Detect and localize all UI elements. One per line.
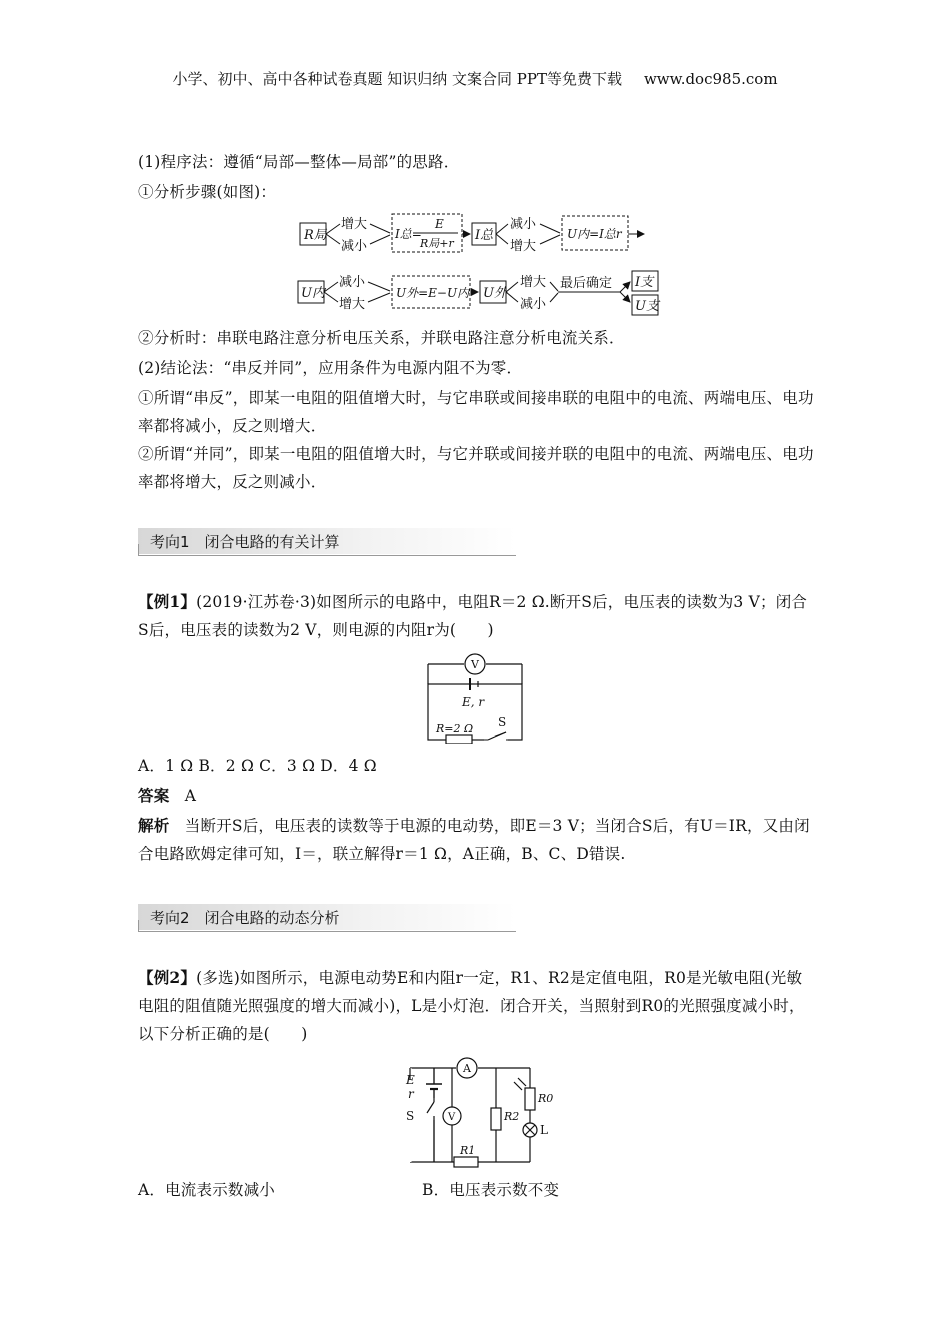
e1-source-label: E, r	[462, 695, 485, 709]
answer-label: 答案	[138, 786, 170, 805]
flow-u-branch: U支	[635, 299, 659, 314]
header-text: 小学、初中、高中各种试卷真题 知识归纳 文案合同 PPT等免费下载	[172, 70, 622, 88]
flow-inc-4: 增大	[520, 275, 547, 290]
method1-note: ②分析时：串联电路注意分析电压关系，并联电路注意分析电流关系．	[138, 329, 625, 347]
flow-i-total-num: E	[435, 217, 444, 231]
example2-option-b: B．电压表示数不变	[422, 1181, 560, 1199]
flow-i-branch: I支	[635, 275, 654, 290]
flow-u-inner-formula: U内=I总r	[567, 227, 622, 241]
section2-title: 考向2 闭合电路的动态分析	[150, 909, 340, 927]
example1-question	[138, 588, 814, 644]
analysis-label: 解析	[138, 816, 170, 835]
flow-i-total-lhs: I总=	[395, 227, 422, 241]
example2-tag: 【例2】	[138, 968, 197, 987]
example1-answer	[138, 782, 814, 810]
flow-inc-3: 增大	[339, 297, 366, 312]
r2-resistor-icon	[491, 1108, 501, 1130]
header-url: www.doc985.com	[643, 70, 778, 88]
e2-voltmeter-label: V	[448, 1112, 456, 1123]
example1-options: A．1 Ω B．2 Ω C．3 Ω D．4 Ω	[138, 757, 377, 775]
e2-switch-label: S	[406, 1109, 415, 1123]
flow-dec-1: 减小	[341, 239, 368, 254]
e1-voltmeter-label: V	[471, 658, 479, 671]
section1-title: 考向1 闭合电路的有关计算	[150, 533, 340, 551]
flow-i-total: I总	[475, 228, 494, 243]
flow-u-outer: U外	[483, 286, 507, 301]
example2-option-a: A．电流表示数减小	[138, 1181, 275, 1199]
method2-p2: ②所谓“并同”，即某一电阻的阻值增大时，与它并联或间接并联的电阻中的电流、两端电压、电功率都将增大，反之则减小．	[138, 445, 814, 491]
flow-inc-1: 增大	[341, 217, 368, 232]
page-header	[0, 68, 950, 89]
method2-p1: ①所谓“串反”，即某一电阻的阻值增大时，与它串联或间接串联的电阻中的电流、两端电压、电功率都将减小，反之则增大．	[138, 389, 814, 435]
e2-lamp-label: L	[540, 1123, 548, 1137]
example2-text: (多选)如图所示，电源电动势E和内阻r一定，R1、R2是定值电阻，R0是光敏电阻(光敏电阻的阻值随光照强度的增大而减小)，L是小灯泡．闭合开关，当照射到R0的光照强度减小时，以下分析正确的是( )	[138, 969, 805, 1043]
example2-question	[138, 964, 814, 1048]
r0-photoresistor-icon	[525, 1088, 535, 1110]
e2-r-label: r	[408, 1087, 414, 1101]
flow-dec-2: 减小	[510, 217, 537, 232]
example1-text: (2019·江苏卷·3)如图所示的电路中，电阻R＝2 Ω.断开S后，电压表的读数为3 V；闭合S后，电压表的读数为2 V，则电源的内阻r为( )	[138, 593, 808, 639]
flow-final: 最后确定	[560, 276, 613, 291]
section1-heading	[138, 528, 516, 564]
flow-i-total-den: R局+r	[420, 237, 454, 250]
resistor-icon	[446, 735, 472, 744]
answer-value: A	[184, 787, 197, 805]
section2-heading	[138, 904, 516, 940]
method2-title: (2)结论法：“串反并同”，应用条件为电源内阻不为零．	[138, 359, 523, 377]
flow-dec-4: 减小	[520, 297, 547, 312]
e2-ammeter-label: A	[463, 1062, 471, 1075]
method1-title: (1)程序法：遵循“局部—整体—局部”的思路．	[138, 153, 460, 171]
flow-inc-2: 增大	[510, 239, 537, 254]
example1-analysis	[138, 812, 814, 868]
e2-emf-label: E	[406, 1073, 415, 1087]
flow-u-outer-formula: U外=E−U内	[396, 286, 470, 300]
analysis-flow-diagram	[290, 206, 670, 318]
flow-r-local: R局	[304, 228, 327, 243]
e1-resistor-label: R=2 Ω	[436, 722, 474, 735]
example1-tag: 【例1】	[138, 592, 197, 611]
example1-circuit	[424, 648, 528, 744]
analysis-text: 当断开S后，电压表的读数等于电源的电动势，即E＝3 V；当闭合S后，有U＝IR，又由闭合电路欧姆定律可知，I＝，联立解得r＝1 Ω，A正确，B、C、D错误.	[138, 817, 810, 863]
flow-dec-3: 减小	[339, 275, 366, 290]
e2-r0-label: R0	[538, 1092, 554, 1105]
e2-r2-label: R2	[504, 1110, 520, 1123]
flow-u-inner: U内	[301, 286, 325, 301]
r1-resistor-icon	[454, 1157, 478, 1167]
method1-step: ①分析步骤(如图)：	[138, 183, 277, 201]
example2-circuit	[396, 1050, 566, 1170]
e1-switch-label: S	[498, 715, 507, 729]
e2-r1-label: R1	[460, 1144, 476, 1157]
